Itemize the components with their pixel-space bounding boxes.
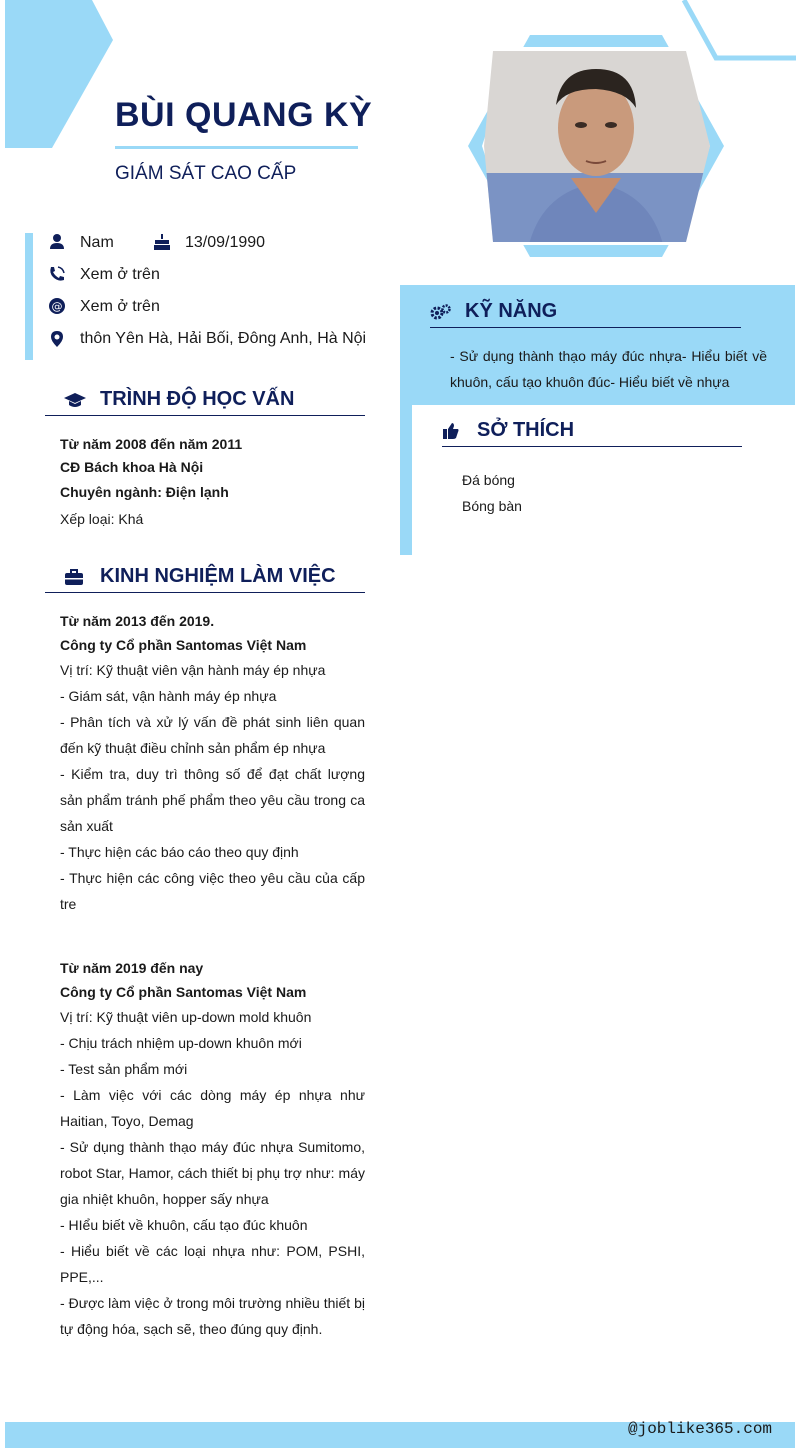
hobby-item: Đá bóng	[462, 472, 515, 488]
job-line: - Phân tích và xử lý vấn đề phát sinh liên quan đến kỹ thuật điều chỉnh sản phẩm ép nhựa	[60, 714, 365, 756]
job-company: Công ty Cổ phần Santomas Việt Nam	[60, 984, 307, 1000]
job-title: GIÁM SÁT CAO CẤP	[115, 163, 297, 184]
education-period: Từ năm 2008 đến năm 2011	[60, 436, 243, 452]
svg-text:@: @	[51, 300, 63, 313]
job-line: - HIểu biết về khuôn, cấu tạo đúc khuôn	[60, 1217, 308, 1233]
skills-heading: KỸ NĂNG	[465, 300, 558, 322]
job-line: Vị trí: Kỹ thuật viên up-down mold khuôn	[60, 1009, 312, 1025]
job-company: Công ty Cổ phần Santomas Việt Nam	[60, 637, 307, 653]
phone-icon	[48, 265, 66, 283]
job-period: Từ năm 2019 đến nay	[60, 960, 204, 976]
experience-job-1	[60, 610, 365, 917]
job-line: - Sử dụng thành thạo máy đúc nhựa Sumitomo, robot Star, Hamor, cách thiết bị phụ trợ như: máy gia nhiệt khuôn, hopper sấy nhựa	[60, 1139, 365, 1207]
job-line: - Chịu trách nhiệm up-down khuôn mới	[60, 1035, 302, 1051]
name-underline	[115, 146, 358, 149]
hobbies-accent-stripe	[400, 405, 412, 555]
email-icon	[48, 297, 66, 315]
education-divider	[45, 415, 365, 416]
email: Xem ở trên	[80, 298, 160, 315]
education-grade: Xếp loại: Khá	[60, 511, 144, 527]
education-major: Chuyên ngành: Điện lạnh	[60, 484, 229, 500]
experience-divider	[45, 592, 365, 593]
thumbs-up-icon	[442, 422, 460, 440]
birthday-cake-icon	[153, 233, 171, 251]
hobby-item: Bóng bàn	[462, 498, 522, 514]
job-line: - Làm việc với các dòng máy ép nhựa như Haitian, Toyo, Demag	[60, 1087, 365, 1129]
briefcase-icon	[64, 568, 84, 586]
footer-site: @joblike365.com	[628, 1420, 773, 1438]
job-line: - Thực hiện các báo cáo theo quy định	[60, 844, 299, 860]
hobbies-list	[462, 467, 742, 519]
contact-accent-bar	[25, 233, 33, 360]
gender: Nam	[80, 234, 114, 251]
job-line: - Thực hiện các công việc theo yêu cầu của cấp tre	[60, 870, 365, 912]
graduation-cap-icon	[64, 391, 86, 409]
education-school: CĐ Bách khoa Hà Nội	[60, 459, 204, 475]
phone: Xem ở trên	[80, 266, 160, 283]
hobbies-heading: SỞ THÍCH	[477, 419, 575, 441]
gears-icon	[430, 303, 452, 321]
candidate-name: BÙI QUANG KỲ	[115, 96, 373, 134]
job-line: - Giám sát, vận hành máy ép nhựa	[60, 688, 277, 704]
job-line: - Kiểm tra, duy trì thông số để đạt chất lượng sản phẩm tránh phế phẩm theo yêu cầu trong ca sản xuất	[60, 766, 365, 834]
job-line: - Được làm việc ở trong môi trường nhiều thiết bị tự động hóa, sạch sẽ, theo đúng quy định.	[60, 1295, 365, 1337]
skills-text: - Sử dụng thành thạo máy đúc nhựa- Hiểu biết về khuôn, cấu tạo khuôn đúc- Hiểu biết về nhựa	[450, 348, 767, 390]
skills-divider	[430, 327, 741, 328]
location-pin-icon	[48, 330, 66, 348]
job-line: - Test sản phẩm mới	[60, 1061, 188, 1077]
education-details	[60, 433, 365, 532]
decorative-corner-shape	[5, 0, 115, 148]
job-period: Từ năm 2013 đến 2019.	[60, 613, 215, 629]
experience-heading: KINH NGHIỆM LÀM VIỆC	[100, 565, 336, 587]
experience-job-2	[60, 957, 365, 1342]
address: thôn Yên Hà, Hải Bối, Đông Anh, Hà Nội	[80, 330, 367, 347]
hobbies-divider	[442, 446, 742, 447]
user-icon	[48, 233, 66, 251]
job-line: Vị trí: Kỹ thuật viên vận hành máy ép nhựa	[60, 662, 326, 678]
education-heading: TRÌNH ĐỘ HỌC VẤN	[100, 388, 295, 410]
job-line: - Hiểu biết về các loại nhựa như: POM, PSHI, PPE,...	[60, 1243, 365, 1285]
profile-photo	[466, 33, 726, 259]
birthday: 13/09/1990	[185, 234, 266, 251]
